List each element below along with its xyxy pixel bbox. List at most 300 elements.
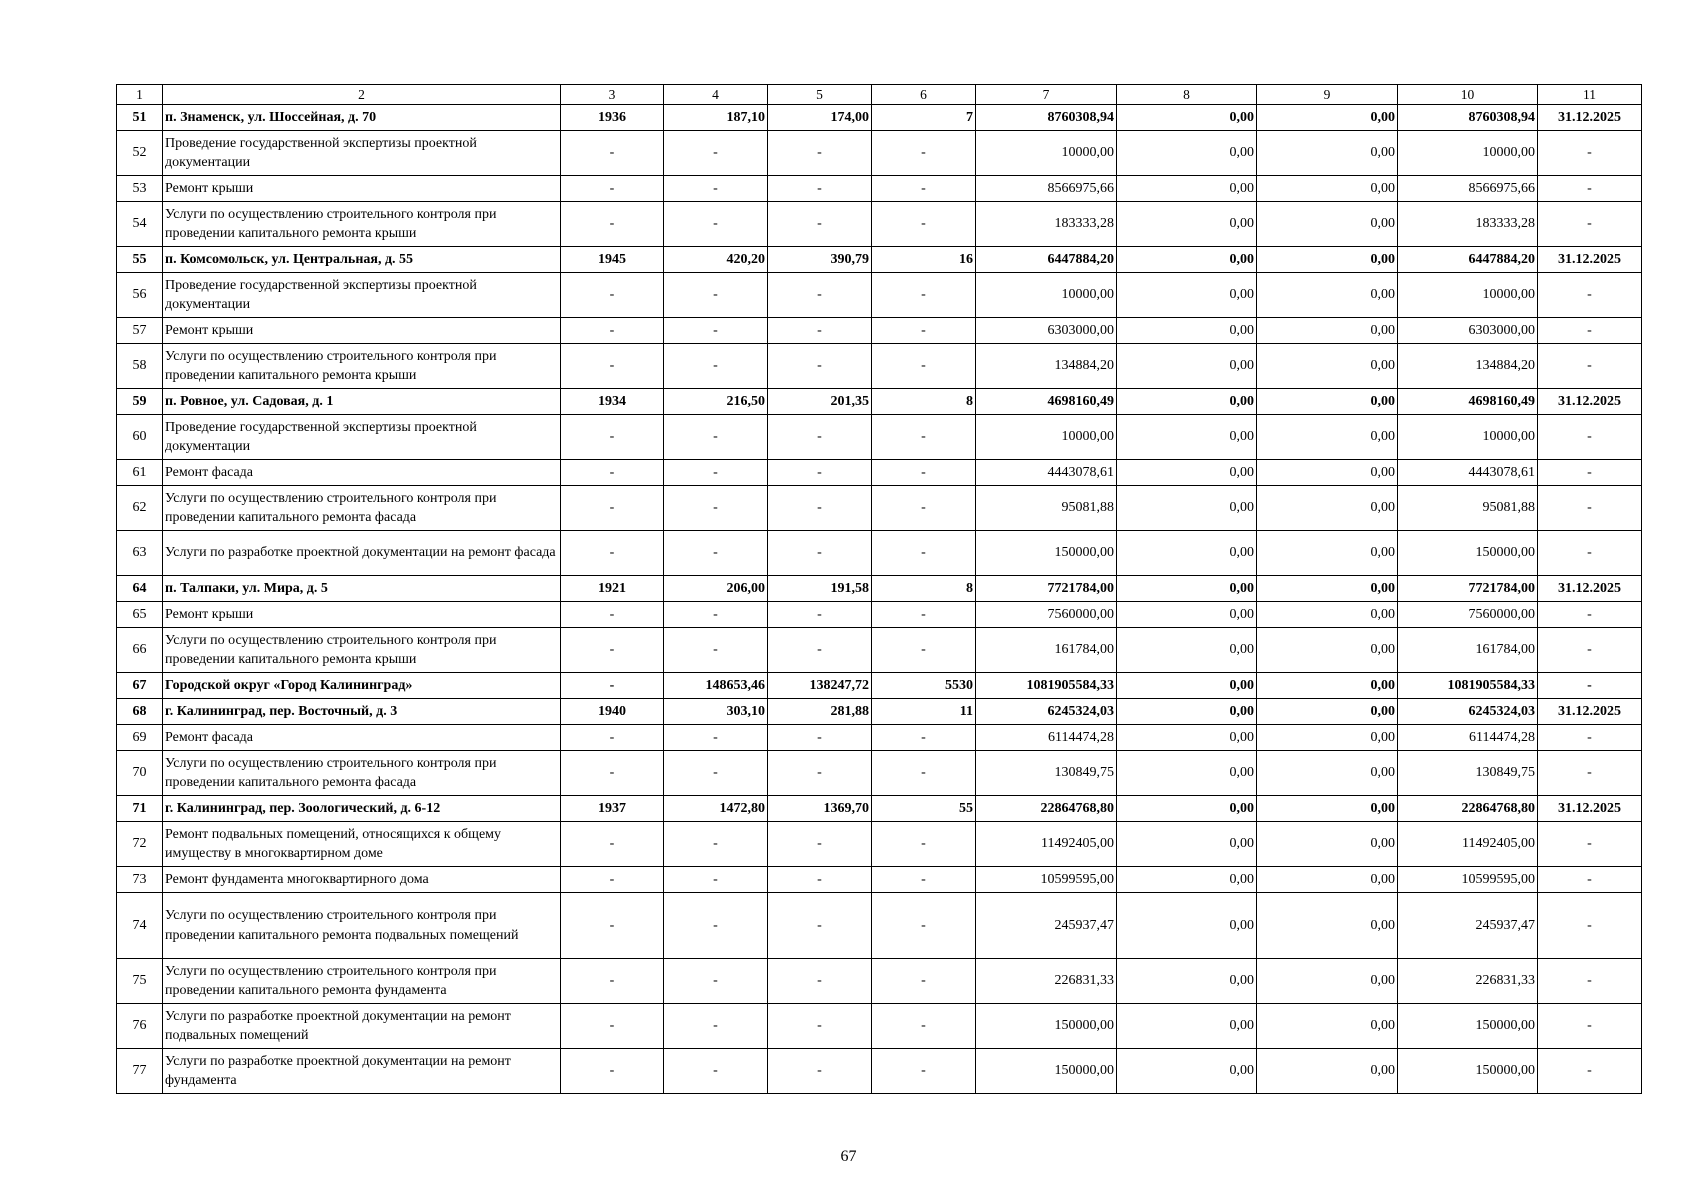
table-row bbox=[117, 344, 1642, 389]
living-area: - bbox=[768, 1004, 872, 1049]
owner-funds: 0,00 bbox=[1257, 318, 1398, 344]
total-area: - bbox=[664, 602, 768, 628]
deadline: - bbox=[1538, 531, 1642, 576]
fund-amount: 0,00 bbox=[1117, 460, 1257, 486]
living-area: 390,79 bbox=[768, 247, 872, 273]
row-number: 51 bbox=[117, 105, 163, 131]
year-built: - bbox=[561, 1004, 664, 1049]
fund-amount: 0,00 bbox=[1117, 131, 1257, 176]
year-built: - bbox=[561, 344, 664, 389]
year-built: 1940 bbox=[561, 699, 664, 725]
table-row bbox=[117, 105, 1642, 131]
row-number: 63 bbox=[117, 531, 163, 576]
year-built: - bbox=[561, 628, 664, 673]
column-number: 5 bbox=[768, 85, 872, 105]
row-number: 62 bbox=[117, 486, 163, 531]
fund-amount: 0,00 bbox=[1117, 318, 1257, 344]
residents-count: - bbox=[872, 486, 976, 531]
column-number: 3 bbox=[561, 85, 664, 105]
row-number: 58 bbox=[117, 344, 163, 389]
deadline: - bbox=[1538, 415, 1642, 460]
table-row bbox=[117, 273, 1642, 318]
owner-funds: 0,00 bbox=[1257, 202, 1398, 247]
year-built: - bbox=[561, 602, 664, 628]
deadline: 31.12.2025 bbox=[1538, 796, 1642, 822]
total-cost: 150000,00 bbox=[976, 1049, 1117, 1094]
table-row bbox=[117, 202, 1642, 247]
row-number: 74 bbox=[117, 893, 163, 959]
work-description: г. Калининград, пер. Восточный, д. 3 bbox=[163, 699, 561, 725]
year-built: 1945 bbox=[561, 247, 664, 273]
table-row bbox=[117, 176, 1642, 202]
table-row bbox=[117, 1004, 1642, 1049]
total-amount: 161784,00 bbox=[1398, 628, 1538, 673]
total-area: 1472,80 bbox=[664, 796, 768, 822]
total-amount: 10000,00 bbox=[1398, 131, 1538, 176]
total-amount: 6303000,00 bbox=[1398, 318, 1538, 344]
column-number: 1 bbox=[117, 85, 163, 105]
living-area: 201,35 bbox=[768, 389, 872, 415]
total-amount: 4443078,61 bbox=[1398, 460, 1538, 486]
fund-amount: 0,00 bbox=[1117, 725, 1257, 751]
total-amount: 6245324,03 bbox=[1398, 699, 1538, 725]
row-number: 73 bbox=[117, 867, 163, 893]
deadline: - bbox=[1538, 867, 1642, 893]
living-area: - bbox=[768, 415, 872, 460]
table-row bbox=[117, 867, 1642, 893]
year-built: - bbox=[561, 673, 664, 699]
living-area: - bbox=[768, 176, 872, 202]
year-built: 1937 bbox=[561, 796, 664, 822]
total-cost: 183333,28 bbox=[976, 202, 1117, 247]
total-cost: 8566975,66 bbox=[976, 176, 1117, 202]
column-number: 10 bbox=[1398, 85, 1538, 105]
residents-count: - bbox=[872, 318, 976, 344]
column-number: 8 bbox=[1117, 85, 1257, 105]
residents-count: - bbox=[872, 959, 976, 1004]
total-cost: 95081,88 bbox=[976, 486, 1117, 531]
living-area: - bbox=[768, 628, 872, 673]
deadline: 31.12.2025 bbox=[1538, 576, 1642, 602]
work-description: п. Ровное, ул. Садовая, д. 1 bbox=[163, 389, 561, 415]
deadline: 31.12.2025 bbox=[1538, 105, 1642, 131]
year-built: - bbox=[561, 486, 664, 531]
living-area: - bbox=[768, 202, 872, 247]
total-cost: 245937,47 bbox=[976, 893, 1117, 959]
work-description: Услуги по осуществлению строительного контроля при проведении капитального ремонта крыши bbox=[163, 202, 561, 247]
work-description: п. Талпаки, ул. Мира, д. 5 bbox=[163, 576, 561, 602]
living-area: 1369,70 bbox=[768, 796, 872, 822]
fund-amount: 0,00 bbox=[1117, 796, 1257, 822]
work-description: Проведение государственной экспертизы проектной документации bbox=[163, 273, 561, 318]
total-cost: 11492405,00 bbox=[976, 822, 1117, 867]
fund-amount: 0,00 bbox=[1117, 893, 1257, 959]
living-area: - bbox=[768, 318, 872, 344]
total-amount: 7560000,00 bbox=[1398, 602, 1538, 628]
total-cost: 6447884,20 bbox=[976, 247, 1117, 273]
fund-amount: 0,00 bbox=[1117, 1004, 1257, 1049]
residents-count: - bbox=[872, 751, 976, 796]
total-cost: 226831,33 bbox=[976, 959, 1117, 1004]
fund-amount: 0,00 bbox=[1117, 344, 1257, 389]
work-description: Ремонт крыши bbox=[163, 602, 561, 628]
living-area: - bbox=[768, 822, 872, 867]
total-area: - bbox=[664, 344, 768, 389]
fund-amount: 0,00 bbox=[1117, 1049, 1257, 1094]
residents-count: - bbox=[872, 202, 976, 247]
row-number: 72 bbox=[117, 822, 163, 867]
total-area: - bbox=[664, 176, 768, 202]
work-description: Ремонт крыши bbox=[163, 318, 561, 344]
year-built: - bbox=[561, 176, 664, 202]
table-row bbox=[117, 531, 1642, 576]
total-cost: 10000,00 bbox=[976, 273, 1117, 318]
fund-amount: 0,00 bbox=[1117, 389, 1257, 415]
living-area: - bbox=[768, 751, 872, 796]
total-area: - bbox=[664, 531, 768, 576]
total-area: 148653,46 bbox=[664, 673, 768, 699]
table-row bbox=[117, 959, 1642, 1004]
total-area: 303,10 bbox=[664, 699, 768, 725]
work-description: Проведение государственной экспертизы проектной документации bbox=[163, 131, 561, 176]
total-cost: 4443078,61 bbox=[976, 460, 1117, 486]
owner-funds: 0,00 bbox=[1257, 176, 1398, 202]
fund-amount: 0,00 bbox=[1117, 247, 1257, 273]
table-row bbox=[117, 673, 1642, 699]
table-row bbox=[117, 576, 1642, 602]
row-number: 61 bbox=[117, 460, 163, 486]
deadline: - bbox=[1538, 893, 1642, 959]
row-number: 60 bbox=[117, 415, 163, 460]
work-description: Услуги по осуществлению строительного контроля при проведении капитального ремонта фасада bbox=[163, 486, 561, 531]
residents-count: - bbox=[872, 1049, 976, 1094]
total-amount: 6447884,20 bbox=[1398, 247, 1538, 273]
total-area: - bbox=[664, 1004, 768, 1049]
row-number: 77 bbox=[117, 1049, 163, 1094]
living-area: - bbox=[768, 602, 872, 628]
living-area: - bbox=[768, 893, 872, 959]
year-built: 1921 bbox=[561, 576, 664, 602]
year-built: - bbox=[561, 460, 664, 486]
row-number: 66 bbox=[117, 628, 163, 673]
year-built: - bbox=[561, 725, 664, 751]
work-description: Услуги по разработке проектной документации на ремонт фундамента bbox=[163, 1049, 561, 1094]
table-row bbox=[117, 796, 1642, 822]
year-built: - bbox=[561, 822, 664, 867]
owner-funds: 0,00 bbox=[1257, 867, 1398, 893]
owner-funds: 0,00 bbox=[1257, 415, 1398, 460]
residents-count: - bbox=[872, 628, 976, 673]
deadline: - bbox=[1538, 1049, 1642, 1094]
residents-count: - bbox=[872, 725, 976, 751]
fund-amount: 0,00 bbox=[1117, 751, 1257, 796]
table-row bbox=[117, 247, 1642, 273]
row-number: 71 bbox=[117, 796, 163, 822]
residents-count: - bbox=[872, 893, 976, 959]
total-area: - bbox=[664, 415, 768, 460]
fund-amount: 0,00 bbox=[1117, 673, 1257, 699]
living-area: - bbox=[768, 460, 872, 486]
table-row bbox=[117, 893, 1642, 959]
fund-amount: 0,00 bbox=[1117, 415, 1257, 460]
total-amount: 150000,00 bbox=[1398, 531, 1538, 576]
residents-count: - bbox=[872, 415, 976, 460]
residents-count: 8 bbox=[872, 389, 976, 415]
residents-count: 5530 bbox=[872, 673, 976, 699]
page-number: 67 bbox=[840, 1148, 857, 1165]
total-area: - bbox=[664, 751, 768, 796]
residents-count: - bbox=[872, 867, 976, 893]
table-row bbox=[117, 751, 1642, 796]
column-number: 11 bbox=[1538, 85, 1642, 105]
fund-amount: 0,00 bbox=[1117, 531, 1257, 576]
table-row bbox=[117, 131, 1642, 176]
year-built: - bbox=[561, 1049, 664, 1094]
row-number: 52 bbox=[117, 131, 163, 176]
owner-funds: 0,00 bbox=[1257, 628, 1398, 673]
row-number: 70 bbox=[117, 751, 163, 796]
work-description: Ремонт подвальных помещений, относящихся к общему имуществу в многоквартирном доме bbox=[163, 822, 561, 867]
owner-funds: 0,00 bbox=[1257, 1004, 1398, 1049]
owner-funds: 0,00 bbox=[1257, 576, 1398, 602]
total-amount: 150000,00 bbox=[1398, 1049, 1538, 1094]
total-area: - bbox=[664, 486, 768, 531]
owner-funds: 0,00 bbox=[1257, 486, 1398, 531]
deadline: - bbox=[1538, 318, 1642, 344]
row-number: 67 bbox=[117, 673, 163, 699]
owner-funds: 0,00 bbox=[1257, 751, 1398, 796]
total-area: - bbox=[664, 131, 768, 176]
total-amount: 7721784,00 bbox=[1398, 576, 1538, 602]
row-number: 65 bbox=[117, 602, 163, 628]
deadline: - bbox=[1538, 1004, 1642, 1049]
residents-count: - bbox=[872, 602, 976, 628]
fund-amount: 0,00 bbox=[1117, 202, 1257, 247]
fund-amount: 0,00 bbox=[1117, 602, 1257, 628]
total-cost: 161784,00 bbox=[976, 628, 1117, 673]
living-area: - bbox=[768, 131, 872, 176]
year-built: - bbox=[561, 202, 664, 247]
work-description: Ремонт фундамента многоквартирного дома bbox=[163, 867, 561, 893]
total-amount: 130849,75 bbox=[1398, 751, 1538, 796]
deadline: 31.12.2025 bbox=[1538, 247, 1642, 273]
year-built: 1936 bbox=[561, 105, 664, 131]
work-description: Услуги по осуществлению строительного контроля при проведении капитального ремонта крыши bbox=[163, 628, 561, 673]
work-description: Услуги по разработке проектной документации на ремонт подвальных помещений bbox=[163, 1004, 561, 1049]
fund-amount: 0,00 bbox=[1117, 822, 1257, 867]
total-amount: 1081905584,33 bbox=[1398, 673, 1538, 699]
table-body bbox=[117, 105, 1642, 1094]
deadline: 31.12.2025 bbox=[1538, 699, 1642, 725]
total-cost: 7560000,00 bbox=[976, 602, 1117, 628]
deadline: - bbox=[1538, 628, 1642, 673]
row-number: 53 bbox=[117, 176, 163, 202]
work-description: Городской округ «Город Калининград» bbox=[163, 673, 561, 699]
table-row bbox=[117, 415, 1642, 460]
total-cost: 6114474,28 bbox=[976, 725, 1117, 751]
living-area: - bbox=[768, 725, 872, 751]
owner-funds: 0,00 bbox=[1257, 699, 1398, 725]
deadline: - bbox=[1538, 460, 1642, 486]
deadline: - bbox=[1538, 751, 1642, 796]
fund-amount: 0,00 bbox=[1117, 176, 1257, 202]
total-cost: 130849,75 bbox=[976, 751, 1117, 796]
total-amount: 11492405,00 bbox=[1398, 822, 1538, 867]
table-row bbox=[117, 822, 1642, 867]
work-description: Услуги по осуществлению строительного контроля при проведении капитального ремонта фасада bbox=[163, 751, 561, 796]
owner-funds: 0,00 bbox=[1257, 893, 1398, 959]
row-number: 75 bbox=[117, 959, 163, 1004]
year-built: - bbox=[561, 893, 664, 959]
work-description: п. Знаменск, ул. Шоссейная, д. 70 bbox=[163, 105, 561, 131]
total-area: - bbox=[664, 1049, 768, 1094]
residents-count: - bbox=[872, 273, 976, 318]
year-built: - bbox=[561, 415, 664, 460]
year-built: - bbox=[561, 131, 664, 176]
row-number: 59 bbox=[117, 389, 163, 415]
total-amount: 22864768,80 bbox=[1398, 796, 1538, 822]
column-number-row bbox=[117, 85, 1642, 105]
total-amount: 95081,88 bbox=[1398, 486, 1538, 531]
deadline: - bbox=[1538, 176, 1642, 202]
residents-count: 7 bbox=[872, 105, 976, 131]
total-area: - bbox=[664, 867, 768, 893]
column-number: 9 bbox=[1257, 85, 1398, 105]
owner-funds: 0,00 bbox=[1257, 673, 1398, 699]
living-area: 174,00 bbox=[768, 105, 872, 131]
total-amount: 8760308,94 bbox=[1398, 105, 1538, 131]
owner-funds: 0,00 bbox=[1257, 105, 1398, 131]
living-area: - bbox=[768, 1049, 872, 1094]
fund-amount: 0,00 bbox=[1117, 959, 1257, 1004]
year-built: - bbox=[561, 531, 664, 576]
table-row bbox=[117, 318, 1642, 344]
year-built: - bbox=[561, 751, 664, 796]
total-amount: 10599595,00 bbox=[1398, 867, 1538, 893]
year-built: - bbox=[561, 318, 664, 344]
total-cost: 4698160,49 bbox=[976, 389, 1117, 415]
deadline: - bbox=[1538, 273, 1642, 318]
living-area: 138247,72 bbox=[768, 673, 872, 699]
fund-amount: 0,00 bbox=[1117, 486, 1257, 531]
residents-count: - bbox=[872, 822, 976, 867]
column-number: 2 bbox=[163, 85, 561, 105]
residents-count: - bbox=[872, 176, 976, 202]
residents-count: 11 bbox=[872, 699, 976, 725]
living-area: - bbox=[768, 867, 872, 893]
table-row bbox=[117, 389, 1642, 415]
residents-count: - bbox=[872, 460, 976, 486]
year-built: - bbox=[561, 959, 664, 1004]
work-description: Услуги по осуществлению строительного контроля при проведении капитального ремонта подвальных помещений bbox=[163, 893, 561, 959]
total-area: 216,50 bbox=[664, 389, 768, 415]
table-row bbox=[117, 628, 1642, 673]
owner-funds: 0,00 bbox=[1257, 344, 1398, 389]
owner-funds: 0,00 bbox=[1257, 389, 1398, 415]
work-description: Услуги по осуществлению строительного контроля при проведении капитального ремонта крыши bbox=[163, 344, 561, 389]
owner-funds: 0,00 bbox=[1257, 247, 1398, 273]
deadline: - bbox=[1538, 602, 1642, 628]
deadline: - bbox=[1538, 486, 1642, 531]
total-amount: 183333,28 bbox=[1398, 202, 1538, 247]
total-area: - bbox=[664, 202, 768, 247]
row-number: 54 bbox=[117, 202, 163, 247]
total-cost: 8760308,94 bbox=[976, 105, 1117, 131]
column-number: 7 bbox=[976, 85, 1117, 105]
residents-count: - bbox=[872, 131, 976, 176]
table-row bbox=[117, 486, 1642, 531]
total-area: 420,20 bbox=[664, 247, 768, 273]
total-area: - bbox=[664, 893, 768, 959]
total-area: - bbox=[664, 822, 768, 867]
total-cost: 150000,00 bbox=[976, 531, 1117, 576]
fund-amount: 0,00 bbox=[1117, 576, 1257, 602]
deadline: - bbox=[1538, 673, 1642, 699]
living-area: - bbox=[768, 273, 872, 318]
living-area: - bbox=[768, 486, 872, 531]
work-description: г. Калининград, пер. Зоологический, д. 6-12 bbox=[163, 796, 561, 822]
total-cost: 22864768,80 bbox=[976, 796, 1117, 822]
total-amount: 10000,00 bbox=[1398, 415, 1538, 460]
residents-count: - bbox=[872, 1004, 976, 1049]
total-amount: 6114474,28 bbox=[1398, 725, 1538, 751]
total-area: 187,10 bbox=[664, 105, 768, 131]
total-area: - bbox=[664, 725, 768, 751]
row-number: 56 bbox=[117, 273, 163, 318]
total-amount: 8566975,66 bbox=[1398, 176, 1538, 202]
deadline: - bbox=[1538, 725, 1642, 751]
total-amount: 10000,00 bbox=[1398, 273, 1538, 318]
fund-amount: 0,00 bbox=[1117, 105, 1257, 131]
deadline: 31.12.2025 bbox=[1538, 389, 1642, 415]
living-area: - bbox=[768, 531, 872, 576]
living-area: - bbox=[768, 344, 872, 389]
table-row bbox=[117, 460, 1642, 486]
owner-funds: 0,00 bbox=[1257, 131, 1398, 176]
total-amount: 4698160,49 bbox=[1398, 389, 1538, 415]
row-number: 55 bbox=[117, 247, 163, 273]
living-area: - bbox=[768, 959, 872, 1004]
row-number: 68 bbox=[117, 699, 163, 725]
table-row bbox=[117, 725, 1642, 751]
residents-count: - bbox=[872, 344, 976, 389]
total-area: - bbox=[664, 273, 768, 318]
total-amount: 134884,20 bbox=[1398, 344, 1538, 389]
total-area: - bbox=[664, 959, 768, 1004]
fund-amount: 0,00 bbox=[1117, 867, 1257, 893]
residents-count: 16 bbox=[872, 247, 976, 273]
residents-count: 8 bbox=[872, 576, 976, 602]
total-area: - bbox=[664, 628, 768, 673]
deadline: - bbox=[1538, 822, 1642, 867]
total-amount: 150000,00 bbox=[1398, 1004, 1538, 1049]
owner-funds: 0,00 bbox=[1257, 796, 1398, 822]
residents-count: - bbox=[872, 531, 976, 576]
fund-amount: 0,00 bbox=[1117, 273, 1257, 318]
year-built: - bbox=[561, 273, 664, 318]
table-row bbox=[117, 602, 1642, 628]
row-number: 76 bbox=[117, 1004, 163, 1049]
total-cost: 1081905584,33 bbox=[976, 673, 1117, 699]
year-built: 1934 bbox=[561, 389, 664, 415]
work-description: Проведение государственной экспертизы проектной документации bbox=[163, 415, 561, 460]
owner-funds: 0,00 bbox=[1257, 1049, 1398, 1094]
deadline: - bbox=[1538, 202, 1642, 247]
column-number: 6 bbox=[872, 85, 976, 105]
table-row bbox=[117, 699, 1642, 725]
owner-funds: 0,00 bbox=[1257, 273, 1398, 318]
total-cost: 10000,00 bbox=[976, 415, 1117, 460]
